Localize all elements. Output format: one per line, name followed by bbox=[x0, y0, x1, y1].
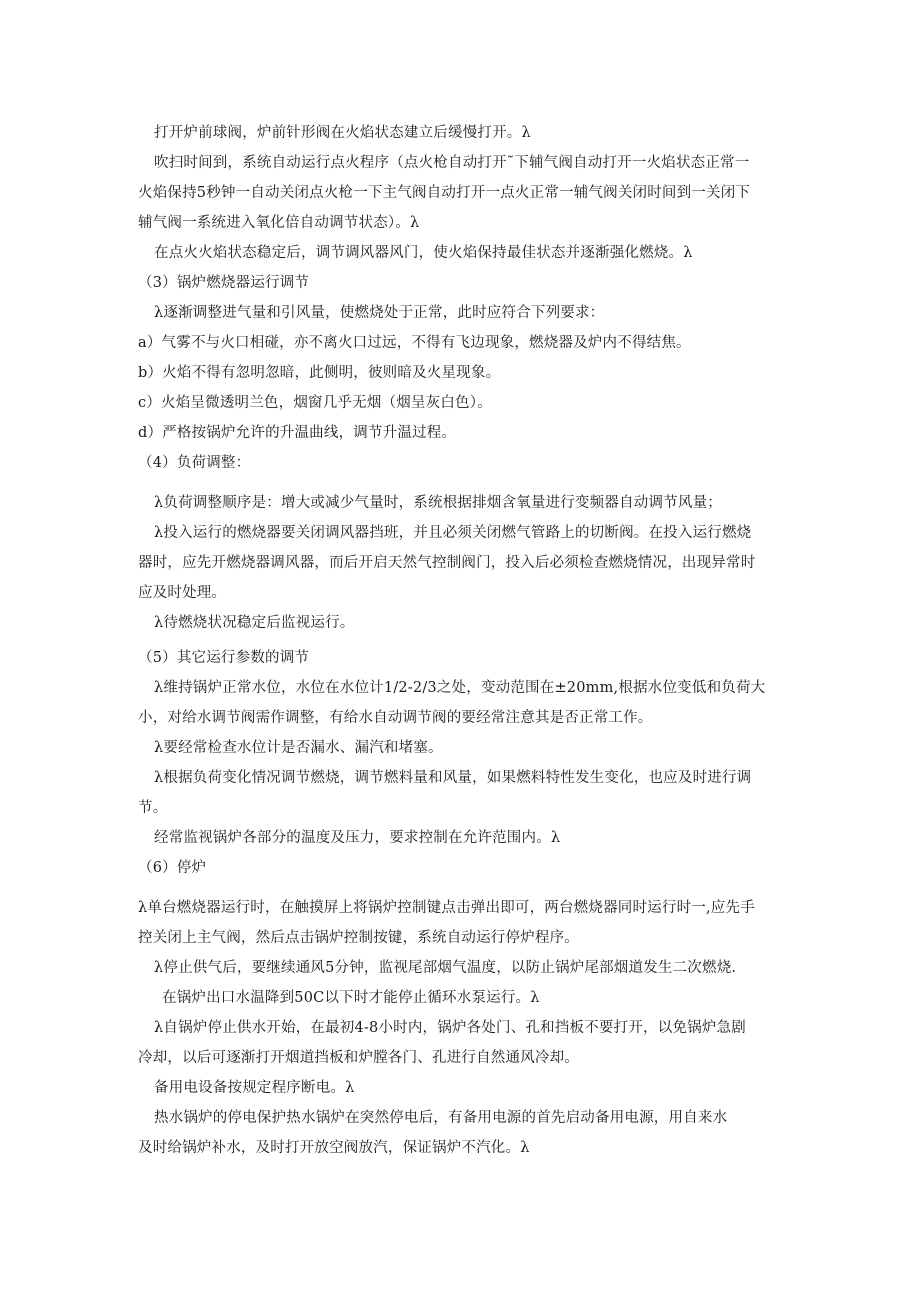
text-line: λ逐渐调整进气量和引风量，使燃烧处于正常，此时应符合下列要求： bbox=[154, 305, 605, 321]
list-item: b）火焰不得有忽明忽暗，此侧明，彼则暗及火星现象。 bbox=[138, 365, 501, 381]
text-line: λ根据负荷变化情况调节燃烧，调节燃料量和风量，如果燃料特性发生变化，也应及时进行调 bbox=[154, 770, 752, 786]
section-heading: （3）锅炉燃烧器运行调节 bbox=[138, 275, 310, 291]
text-line: 器时，应先开燃烧器调风器，而后开启天然气控制阀门，投入后必须检查燃烧情况，出现异常时 bbox=[138, 555, 756, 571]
text-line: λ投入运行的燃烧器要关闭调风器挡班，并且必须关闭燃气管路上的切断阀。在投入运行燃烧 bbox=[154, 525, 752, 541]
text-line: 吹扫时间到，系统自动运行点火程序（点火枪自动打开˜下辅气阀自动打开一火焰状态正常一 bbox=[154, 155, 750, 171]
text-line: λ维持锅炉正常水位，水位在水位计1/2-2/3之处，变动范围在±20mm,根据水位变低和负荷大 bbox=[154, 680, 766, 696]
section-heading: （5）其它运行参数的调节 bbox=[138, 650, 310, 666]
section-heading: （4）负荷调整： bbox=[138, 455, 251, 471]
text-line: 及时给锅炉补水，及时打开放空阀放汽，保证锅炉不汽化。λ bbox=[138, 1140, 530, 1156]
text-line: λ待燃烧状况稳定后监视运行。 bbox=[154, 615, 355, 631]
text-line: 热水锅炉的停电保护热水锅炉在突然停电后，有备用电源的首先启动备用电源，用自来水 bbox=[154, 1110, 728, 1126]
text-line: 应及时处理。 bbox=[138, 585, 227, 601]
list-item: a）气雾不与火口相碰，亦不离火口过远，不得有飞边现象，燃烧器及炉内不得结焦。 bbox=[138, 335, 691, 351]
text-line: 控关闭上主气阀，然后点击锅炉控制按键，系统自动运行停炉程序。 bbox=[138, 930, 579, 946]
text-line: 打开炉前球阀，炉前针形阀在火焰状态建立后缓慢打开。λ bbox=[154, 125, 531, 141]
text-line: λ单台燃烧器运行时，在触摸屏上将锅炉控制键点击弹出即可，两台燃烧器同时运行时一,应先手 bbox=[138, 900, 755, 916]
list-item: c）火焰呈微透明兰色，烟窗几乎无烟（烟呈灰白色）。 bbox=[138, 395, 492, 411]
text-line: 备用电设备按规定程序断电。λ bbox=[154, 1080, 355, 1096]
text-line: 冷却，以后可逐渐打开烟道挡板和炉膛各门、孔进行自然通风冷却。 bbox=[138, 1050, 579, 1066]
text-line: 节。 bbox=[138, 800, 168, 816]
text-line: λ自锅炉停止供水开始，在最初4-8小时内，锅炉各处门、孔和挡板不要打开，以免锅炉急剧 bbox=[154, 1020, 746, 1036]
text-line: λ负荷调整顺序是：增大或减少气量时，系统根据排烟含氧量进行变频器自动调节风量； bbox=[154, 495, 722, 511]
text-line: 辅气阀一系统进入氧化倍自动调节状态）。λ bbox=[138, 215, 420, 231]
text-line: λ要经常检查水位计是否漏水、漏汽和堵塞。 bbox=[154, 740, 443, 756]
text-line: 火焰保持5秒钟一自动关闭点火枪一下主气阀自动打开一点火正常一辅气阀关闭时间到一关闭下 bbox=[138, 185, 751, 201]
text-line: 在点火火焰状态稳定后，调节调风器风门，使火焰保持最佳状态并逐渐强化燃烧。λ bbox=[154, 245, 693, 261]
text-line: 经常监视锅炉各部分的温度及压力，要求控制在允许范围内。λ bbox=[154, 830, 561, 846]
text-line: λ停止供气后，要继续通风5分钟，监视尾部烟气温度，以防止锅炉尾部烟道发生二次燃烧. bbox=[154, 960, 737, 976]
list-item: d）严格按锅炉允许的升温曲线，调节升温过程。 bbox=[138, 425, 457, 441]
text-line: 小，对给水调节阀需作调整，有给水自动调节阀的要经常注意其是否正常工作。 bbox=[138, 710, 653, 726]
text-line: 在锅炉出口水温降到50C以下时才能停止循环水泵运行。λ bbox=[162, 990, 540, 1006]
section-heading: （6）停炉 bbox=[138, 860, 207, 876]
